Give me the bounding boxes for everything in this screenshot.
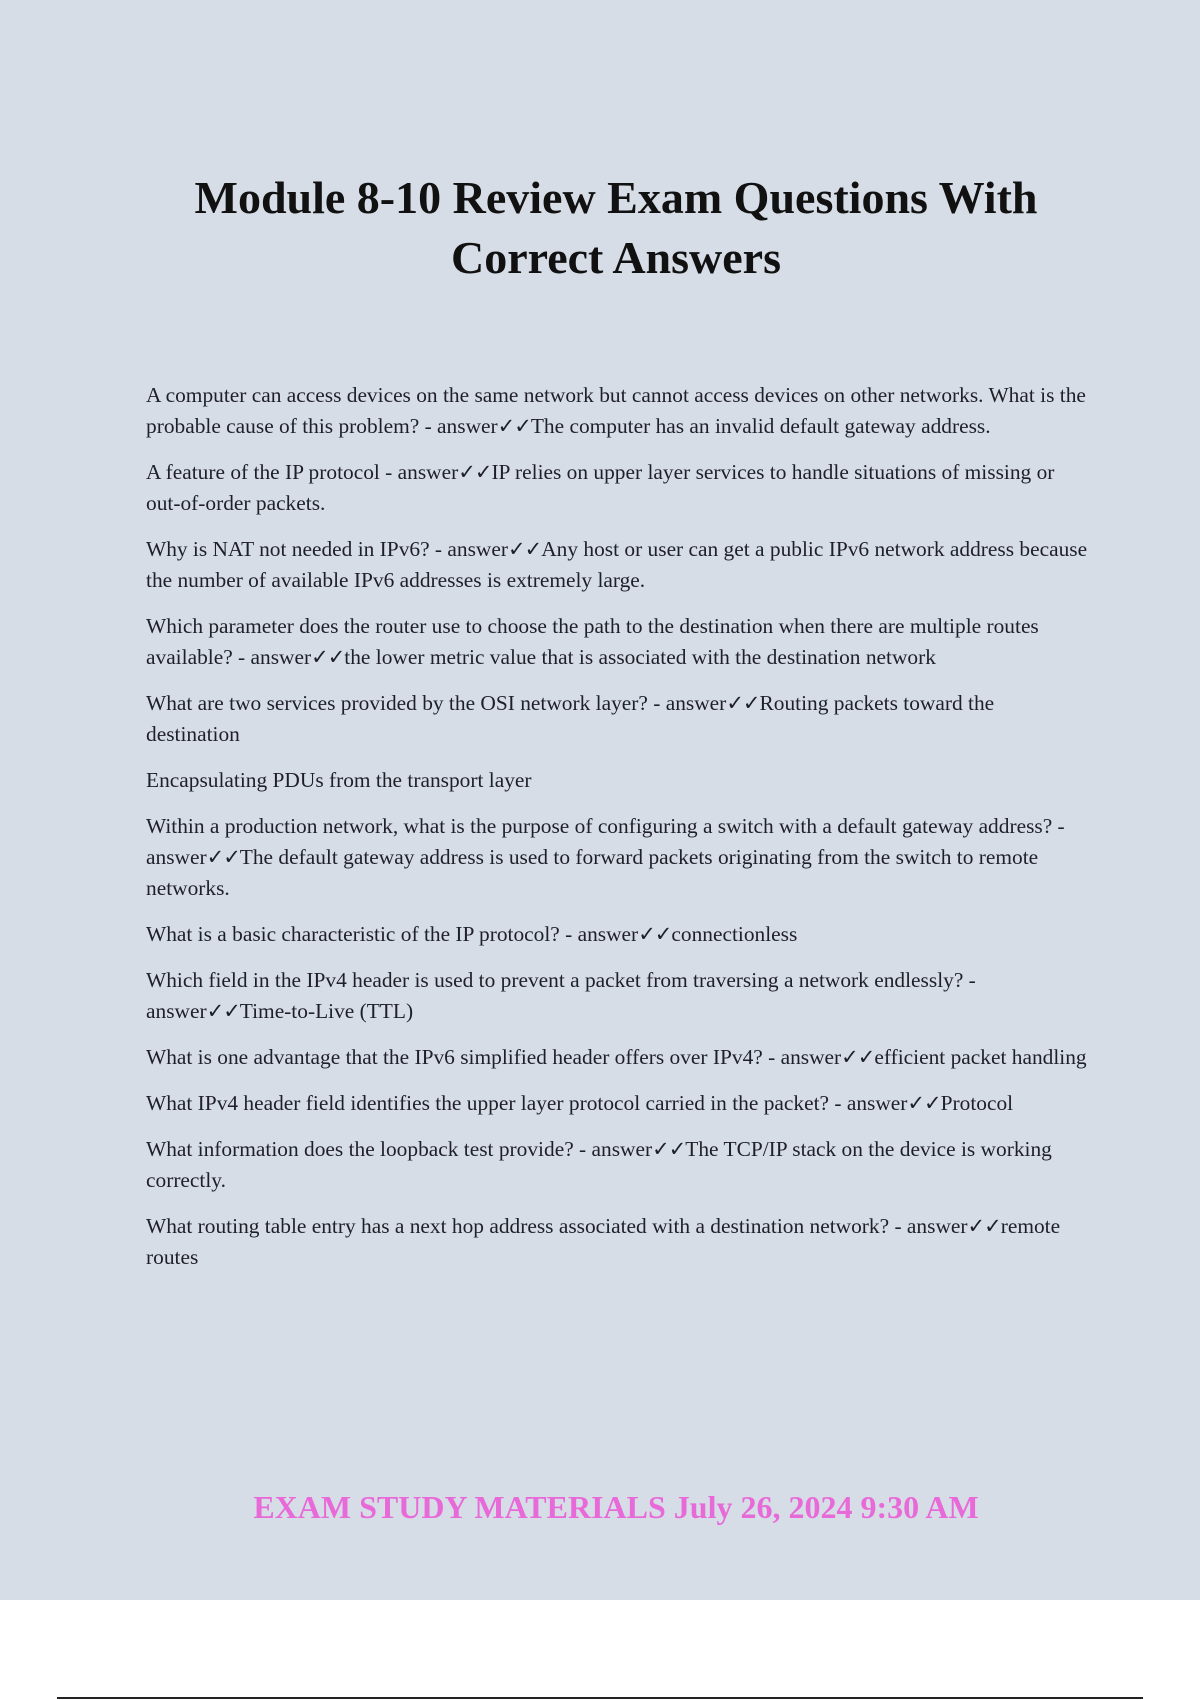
question-text: What are two services provided by the OSI network layer? - answer (146, 691, 727, 715)
double-check-icon: ✓✓ (206, 845, 240, 869)
double-check-icon: ✓✓ (458, 460, 492, 484)
answer-text: Any host or user can get a public IPv6 network address because the number of available IPv6 addresses is extremely large. (146, 537, 1088, 592)
answer-text: remote routes (146, 1214, 1061, 1269)
answer-text: efficient packet handling (874, 1045, 1087, 1069)
question-text: What IPv4 header field identifies the upper layer protocol carried in the packet? - answer (146, 1091, 908, 1115)
double-check-icon: ✓✓ (206, 999, 240, 1023)
qa-item-4 (146, 611, 1088, 673)
qa-item-11 (146, 1088, 1088, 1119)
double-check-icon: ✓✓ (726, 691, 760, 715)
question-text: A feature of the IP protocol - answer (146, 460, 459, 484)
double-check-icon: ✓✓ (967, 1214, 1001, 1238)
answer-text: connectionless (671, 922, 798, 946)
qa-item-1 (146, 380, 1088, 442)
qa-item-12 (146, 1134, 1088, 1196)
question-text: Which field in the IPv4 header is used to prevent a packet from traversing a network endlessly? - answer (146, 968, 976, 1023)
answer-text: IP relies on upper layer services to handle situations of missing or out-of-order packets. (146, 460, 1055, 515)
double-check-icon: ✓✓ (907, 1091, 941, 1115)
qa-item-10 (146, 1042, 1088, 1073)
qa-item-7 (146, 811, 1088, 904)
question-answer-list (146, 380, 1088, 1288)
footer-divider (57, 1697, 1143, 1699)
question-text: What routing table entry has a next hop address associated with a destination network? - answer (146, 1214, 968, 1238)
qa-item-6 (146, 765, 1088, 796)
double-check-icon: ✓✓ (638, 922, 672, 946)
exam-study-materials-stamp: EXAM STUDY MATERIALS July 26, 2024 9:30 AM (253, 1489, 979, 1525)
answer-text: Protocol (940, 1091, 1014, 1115)
qa-item-13 (146, 1211, 1088, 1273)
answer-text: The default gateway address is used to forward packets originating from the switch to remote networks. (146, 845, 1039, 900)
question-text: What is a basic characteristic of the IP protocol? - answer (146, 922, 639, 946)
document-title: Module 8-10 Review Exam Questions With Correct Answers (194, 172, 1038, 283)
double-check-icon: ✓✓ (497, 414, 531, 438)
double-check-icon: ✓✓ (311, 645, 345, 669)
answer-text: the lower metric value that is associated with the destination network (344, 645, 936, 669)
answer-text: Routing packets toward the destination (146, 691, 995, 746)
answer-text: Time-to-Live (TTL) (239, 999, 414, 1023)
qa-item-5 (146, 688, 1088, 750)
question-text: A computer can access devices on the same network but cannot access devices on other networks. What is the probable cause of this problem? - answer (146, 383, 1086, 438)
answer-text: Encapsulating PDUs from the transport layer (146, 768, 532, 792)
qa-item-3 (146, 534, 1088, 596)
double-check-icon: ✓✓ (841, 1045, 875, 1069)
qa-item-9 (146, 965, 1088, 1027)
question-text: Within a production network, what is the purpose of configuring a switch with a default gateway address? - answer (146, 814, 1065, 869)
question-text: What is one advantage that the IPv6 simplified header offers over IPv4? - answer (146, 1045, 842, 1069)
answer-text: The TCP/IP stack on the device is working correctly. (146, 1137, 1052, 1192)
answer-text: The computer has an invalid default gateway address. (530, 414, 991, 438)
qa-item-2 (146, 457, 1088, 519)
qa-item-8 (146, 919, 1088, 950)
double-check-icon: ✓✓ (652, 1137, 686, 1161)
double-check-icon: ✓✓ (507, 537, 542, 561)
question-text: Which parameter does the router use to choose the path to the destination when there are multiple routes available? - answer (146, 614, 1039, 669)
question-text: What information does the loopback test provide? - answer (146, 1137, 653, 1161)
question-text: Why is NAT not needed in IPv6? - answer (146, 537, 508, 561)
